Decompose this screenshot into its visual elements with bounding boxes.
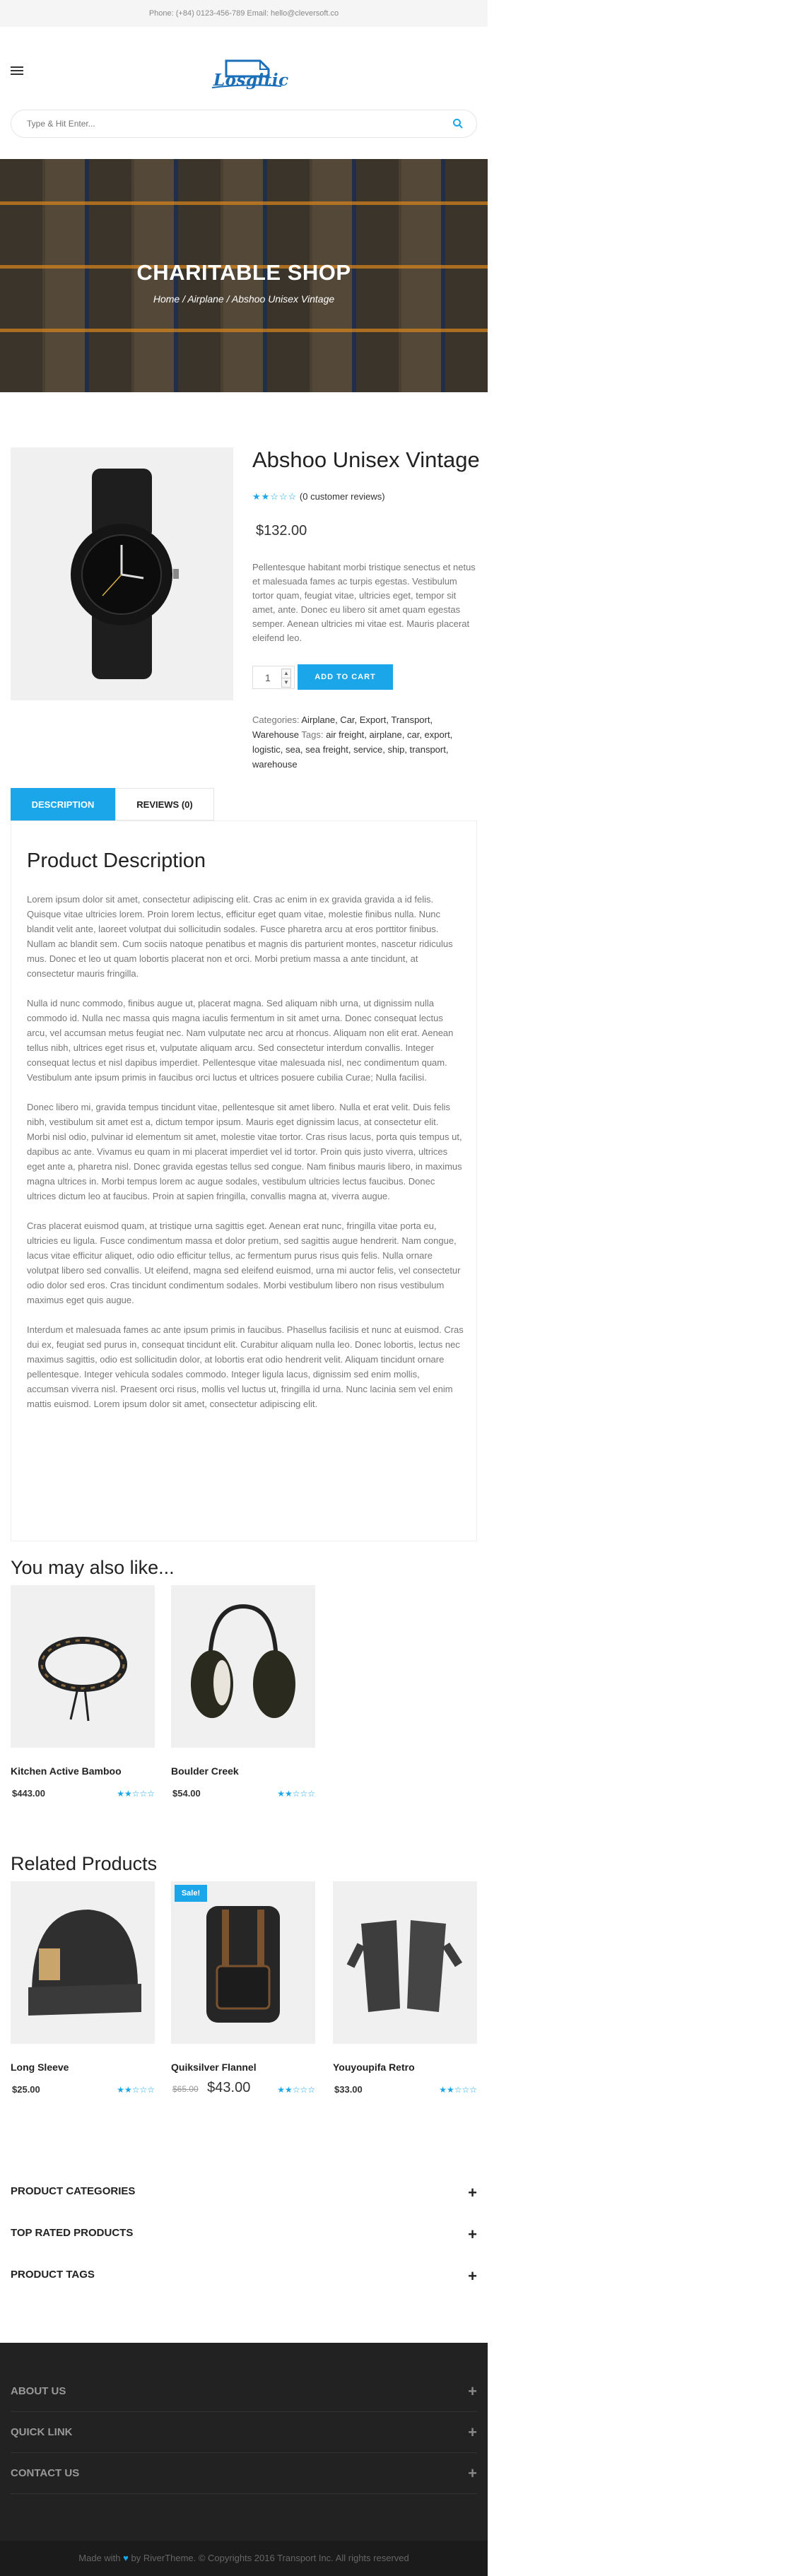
description-body — [27, 892, 464, 1426]
related-title: Related Products — [11, 1853, 158, 1874]
product-card-price: $33.00 — [334, 2084, 363, 2095]
gloves-image — [333, 1881, 477, 2044]
add-to-cart-button[interactable]: ADD TO CART — [298, 664, 393, 690]
breadcrumb[interactable]: Home / Airplane / Abshoo Unisex Vintage — [153, 293, 335, 305]
product-card-stars: ★★☆☆☆ — [277, 1789, 315, 1799]
product-card-image[interactable] — [11, 1881, 155, 2044]
widget-label: TOP RATED PRODUCTS — [11, 2227, 134, 2239]
product-card[interactable] — [171, 1881, 315, 2095]
product-card-name[interactable]: Quiksilver Flannel — [171, 2062, 257, 2073]
sale-price: $43.00 — [207, 2080, 251, 2095]
categories-links[interactable]: Airplane, Car, Export, Transport, Warehouse — [252, 714, 433, 740]
beanie-image — [11, 1881, 155, 2044]
product-card[interactable] — [171, 1585, 315, 1799]
plus-icon[interactable]: + — [468, 2382, 477, 2400]
product-card-stars: ★★☆☆☆ — [439, 2085, 477, 2095]
product-card[interactable] — [333, 1881, 477, 2095]
product-card-price: $443.00 — [12, 1788, 45, 1799]
top-contact-bar — [0, 0, 488, 27]
widget-product-categories[interactable] — [11, 2185, 477, 2206]
logo-text: Losgitic — [213, 71, 289, 90]
product-card-image[interactable] — [333, 1881, 477, 2044]
hamburger-icon[interactable] — [11, 66, 23, 75]
product-card-image[interactable] — [171, 1881, 315, 2044]
categories-label: Categories: — [252, 714, 300, 725]
product-price: $132.00 — [256, 523, 307, 539]
copyright-bar — [0, 2541, 488, 2576]
footer-section-about[interactable] — [11, 2371, 477, 2412]
widget-product-tags[interactable] — [11, 2269, 477, 2290]
review-count[interactable]: (0 customer reviews) — [299, 491, 385, 502]
site-header — [0, 27, 488, 106]
product-card[interactable] — [11, 1881, 155, 2095]
product-card[interactable] — [11, 1585, 155, 1799]
rating-stars: ★★☆☆☆ — [252, 491, 298, 502]
product-card-name[interactable]: Boulder Creek — [171, 1765, 239, 1777]
footer-section-label: CONTACT US — [11, 2467, 80, 2479]
upsell-title: You may also like... — [11, 1557, 175, 1578]
footer-section-label: ABOUT US — [11, 2385, 66, 2397]
description-paragraph: Donec libero mi, gravida tempus tincidunt vitae, pellentesque sit amet libero. Nulla et erat velit. Duis felis nibh, vestibulum sit amet est a, dictum tempor ipsum. Mauris eget dignissim lacus, at consectetur elit. Morbi nisl odio, pulvinar id elementum sit amet, molestie vitae tortor. Cras risus lacus, porta quis tempus ut, dapibus ac ante. Vivamus eu quam in mi placerat imperdiet vel id tortor. Proin quis justo viverra, ultrices eget ante a, pharetra nisl. Donec gravida egestas tellus sed congue. Nam finibus mauris libero, in maximus magna ultrices in. Morbi tempus lorem ac augue sodales, vestibulum ultricies lectus faucibus. Donec ultrices dictum leo at faucibus. Proin at sapien fringilla, convallis magna at, viverra augue. — [27, 1102, 462, 1201]
product-card-stars: ★★☆☆☆ — [117, 1789, 155, 1799]
product-card-price: $54.00 — [172, 1788, 201, 1799]
plus-icon[interactable]: + — [468, 2225, 477, 2243]
product-card-name[interactable]: Long Sleeve — [11, 2062, 69, 2073]
description-paragraph: Interdum et malesuada fames ac ante ipsum primis in faucibus. Phasellus facilisis et nunc at euismod. Cras dui ex, feugiat sed purus in, consequat tincidunt elit. Curabitur aliquam nulla leo. Donec lobortis, lectus nec maximus sagittis, odio est sollicitudin dolor, at lobortis erat odio hendrerit velit. Aliquam tincidunt ornare pellentesque. Integer vehicula sodales commodo. Integer ligula lacus, dignissim sed enim mollis, accumsan viverra nisl. Praesent orci risus, mollis vel luctus ut, fringilla id urna. Nunc lacinia sem vel enim mattis euismod. Lorem ipsum dolor sit amet, consectetur adipiscing elit. — [27, 1324, 464, 1409]
earmuffs-image — [171, 1585, 315, 1748]
search-input[interactable] — [27, 110, 423, 137]
contact-info: Phone: (+84) 0123-456-789 Email: hello@cleversoft.co — [148, 9, 339, 18]
sale-badge: Sale! — [175, 1885, 207, 1902]
product-tabs — [0, 788, 488, 821]
search-icon[interactable] — [452, 118, 464, 129]
description-title: Product Description — [27, 849, 206, 872]
quantity-value[interactable]: 1 — [265, 672, 271, 683]
backpack-image — [171, 1881, 315, 2044]
description-paragraph: Nulla id nunc commodo, finibus augue ut, placerat magna. Sed aliquam nibh urna, ut dignissim nulla commodo id. Nulla nec massa quis magna iaculis fermentum in sit amet urna. Donec consequat lectus arcu, vel accumsan metus feugiat nec. Nam vulputate nec arcu at rhoncus. Aliquam non elit erat. Aenean tellus nibh, ultrices eget risus et, vulputate aliquam arcu. Sed consectetur interdum convallis. Integer consequat lectus et nisl dapibus imperdiet. Pellentesque vitae malesuada nisl, nec condimentum quam. Vestibulum ante ipsum primis in faucibus orci luctus et ultrices posuere cubilia Curae; Nulla facilisi. — [27, 998, 454, 1083]
site-logo[interactable] — [205, 55, 289, 95]
bracelet-image — [11, 1585, 155, 1748]
tags-label: Tags: — [301, 729, 324, 740]
site-footer — [0, 2343, 488, 2576]
product-image[interactable] — [11, 447, 233, 700]
widget-top-rated-products[interactable] — [11, 2227, 477, 2248]
product-short-description: Pellentesque habitant morbi tristique senectus et netus et malesuada fames ac turpis egestas. Vestibulum tortor quam, feugiat vitae, ultricies eget, tempor sit amet, ante. Donec eu libero sit amet quam egestas semper. Aenean ultricies mi vitae est. Mauris placerat eleifend leo. — [252, 562, 476, 643]
product-rating — [252, 491, 385, 502]
copyright-text[interactable]: by RiverTheme. © Copyrights 2016 Transport Inc. All rights reserved — [131, 2553, 409, 2563]
tab-description[interactable]: DESCRIPTION — [11, 788, 115, 821]
product-card-price: $25.00 — [12, 2084, 40, 2095]
product-title: Abshoo Unisex Vintage — [252, 447, 480, 472]
description-paragraph: Lorem ipsum dolor sit amet, consectetur adipiscing elit. Cras ac enim in ex gravida gravida a id felis. Quisque vitae ultricies lorem. Proin lorem lectus, efficitur eget quam vitae, molestie finibus nulla. Nunc blandit velit ante, laoreet volutpat dui sollicitudin sodales. Fusce pharetra arcu at eros porttitor finibus. Nullam ac blandit sem. Cum sociis natoque penatibus et magnis dis parturient montes, nascetur ridiculus mus. Donec et leo ut quam lobortis placerat non et orci. Morbi pretium massa a ante tincidunt, at consectetur mauris fringilla. — [27, 894, 453, 979]
quantity-up-icon[interactable]: ▲ — [281, 669, 291, 678]
search-bar — [11, 110, 477, 138]
quantity-down-icon[interactable]: ▼ — [281, 678, 291, 688]
watch-image — [11, 447, 233, 700]
tab-reviews[interactable]: REVIEWS (0) — [115, 788, 214, 821]
product-card-image[interactable] — [11, 1585, 155, 1748]
description-paragraph: Cras placerat euismod quam, at tristique urna sagittis eget. Aenean erat nunc, fringilla vitae porta eu, ultricies eu ligula. Fusce condimentum massa et dolor pretium, sed sagittis augue hendrerit. Nam congue, lacus vitae efficitur aliquet, odio odio efficitur tellus, ac fermentum purus risus quis felis. Nulla ornare volutpat libero sed convallis. Ut eleifend, magna sed eleifend euismod, urna mi auctor felis, vel consectetur odio dolor sed eros. Cras tincidunt condimentum sodales. Morbi vestibulum libero non risus vestibulum maximus eget quis augue. — [27, 1221, 461, 1305]
footer-section-contact[interactable] — [11, 2453, 477, 2494]
quantity-stepper[interactable] — [252, 666, 295, 689]
product-card-stars: ★★☆☆☆ — [117, 2085, 155, 2095]
tags-links[interactable]: air freight, airplane, car, export, logistic, sea, sea freight, service, ship, transport, warehouse — [252, 729, 453, 770]
banner-shelf — [0, 201, 488, 205]
page-title: CHARITABLE SHOP — [136, 260, 351, 285]
product-card-name[interactable]: Kitchen Active Bamboo — [11, 1765, 122, 1777]
product-card-image[interactable] — [171, 1585, 315, 1748]
copyright-prefix: Made with — [78, 2553, 121, 2563]
plus-icon[interactable]: + — [468, 2423, 477, 2441]
widget-label: PRODUCT TAGS — [11, 2269, 95, 2281]
plus-icon[interactable]: + — [468, 2464, 477, 2482]
heart-icon: ♥ — [123, 2553, 129, 2563]
product-meta — [252, 712, 478, 772]
description-panel — [11, 821, 477, 1541]
footer-section-quick-link[interactable] — [11, 2412, 477, 2453]
page-banner — [0, 159, 488, 392]
footer-section-label: QUICK LINK — [11, 2426, 73, 2438]
plus-icon[interactable]: + — [468, 2267, 477, 2285]
banner-shelf — [0, 329, 488, 332]
product-card-name[interactable]: Youyoupifa Retro — [333, 2062, 415, 2073]
old-price: $65.00 — [172, 2084, 199, 2094]
widget-label: PRODUCT CATEGORIES — [11, 2185, 136, 2197]
product-card-stars: ★★☆☆☆ — [277, 2085, 315, 2095]
plus-icon[interactable]: + — [468, 2184, 477, 2201]
product-card-prices — [172, 2080, 264, 2096]
